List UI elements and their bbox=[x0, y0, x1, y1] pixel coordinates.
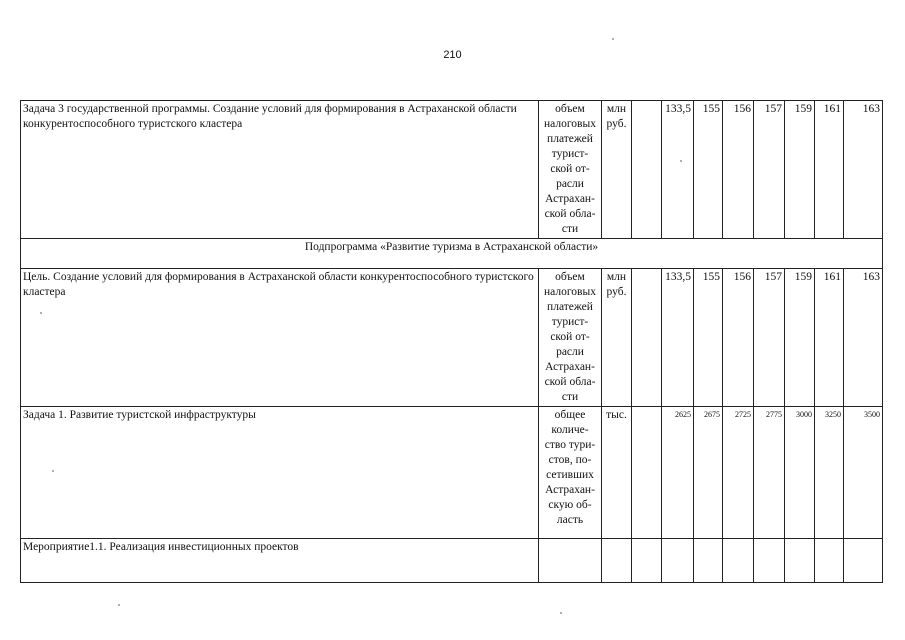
row-value bbox=[844, 539, 883, 583]
page-number: 210 bbox=[443, 49, 462, 61]
row-value bbox=[662, 539, 694, 583]
row-value: 133,5 bbox=[662, 269, 694, 407]
row-value: 2775 bbox=[754, 407, 785, 539]
row-value bbox=[785, 539, 815, 583]
row-value: 155 bbox=[694, 269, 723, 407]
row-value: 133,5 bbox=[662, 101, 694, 239]
subprogram-row bbox=[21, 239, 883, 269]
table-row bbox=[21, 101, 883, 239]
row-unit: тыс. bbox=[602, 407, 632, 539]
table-row bbox=[21, 269, 883, 407]
row-indicator: общее количе-ство тури-стов, по-сетивших Астрахан-скую об-ласть bbox=[539, 407, 602, 539]
table-row bbox=[21, 407, 883, 539]
row-value: 3000 bbox=[785, 407, 815, 539]
row-base-value bbox=[632, 101, 662, 239]
row-value: 161 bbox=[815, 269, 844, 407]
row-value: 3250 bbox=[815, 407, 844, 539]
table-row bbox=[21, 539, 883, 583]
row-indicator: объем налоговых платежей турист-ской от-расли Астрахан-ской обла-сти bbox=[539, 269, 602, 407]
row-value: 163 bbox=[844, 101, 883, 239]
row-indicator bbox=[539, 539, 602, 583]
row-description: Цель. Создание условий для формирования в Астраханской области конкурентоспособного туристского кластера bbox=[21, 269, 539, 407]
row-unit: млн руб. bbox=[602, 101, 632, 239]
row-value: 163 bbox=[844, 269, 883, 407]
row-value: 2725 bbox=[723, 407, 754, 539]
row-value bbox=[694, 539, 723, 583]
row-value bbox=[754, 539, 785, 583]
scan-speck bbox=[40, 312, 42, 314]
row-unit: млн руб. bbox=[602, 269, 632, 407]
row-value: 157 bbox=[754, 101, 785, 239]
row-value: 2625 bbox=[662, 407, 694, 539]
row-base-value bbox=[632, 407, 662, 539]
row-value: 159 bbox=[785, 101, 815, 239]
scan-speck bbox=[52, 470, 54, 472]
row-base-value bbox=[632, 539, 662, 583]
scan-speck bbox=[612, 38, 614, 40]
indicators-table bbox=[20, 100, 883, 583]
row-value bbox=[723, 539, 754, 583]
row-value: 157 bbox=[754, 269, 785, 407]
row-indicator: объем налоговых платежей турист-ской от-расли Астрахан-ской обла-сти bbox=[539, 101, 602, 239]
row-value: 161 bbox=[815, 101, 844, 239]
row-value: 155 bbox=[694, 101, 723, 239]
row-description: Задача 3 государственной программы. Создание условий для формирования в Астраханской области конкурентоспособного туристского кластера bbox=[21, 101, 539, 239]
scan-speck bbox=[118, 604, 120, 606]
row-value bbox=[815, 539, 844, 583]
scan-speck bbox=[560, 612, 562, 614]
row-value: 156 bbox=[723, 101, 754, 239]
row-value: 159 bbox=[785, 269, 815, 407]
row-value: 2675 bbox=[694, 407, 723, 539]
row-value: 156 bbox=[723, 269, 754, 407]
row-description: Мероприятие1.1. Реализация инвестиционных проектов bbox=[21, 539, 539, 583]
row-unit bbox=[602, 539, 632, 583]
row-value: 3500 bbox=[844, 407, 883, 539]
subprogram-title: Подпрограмма «Развитие туризма в Астраханской области» bbox=[21, 239, 883, 269]
scan-speck bbox=[680, 160, 682, 162]
row-description: Задача 1. Развитие туристской инфраструктуры bbox=[21, 407, 539, 539]
row-base-value bbox=[632, 269, 662, 407]
